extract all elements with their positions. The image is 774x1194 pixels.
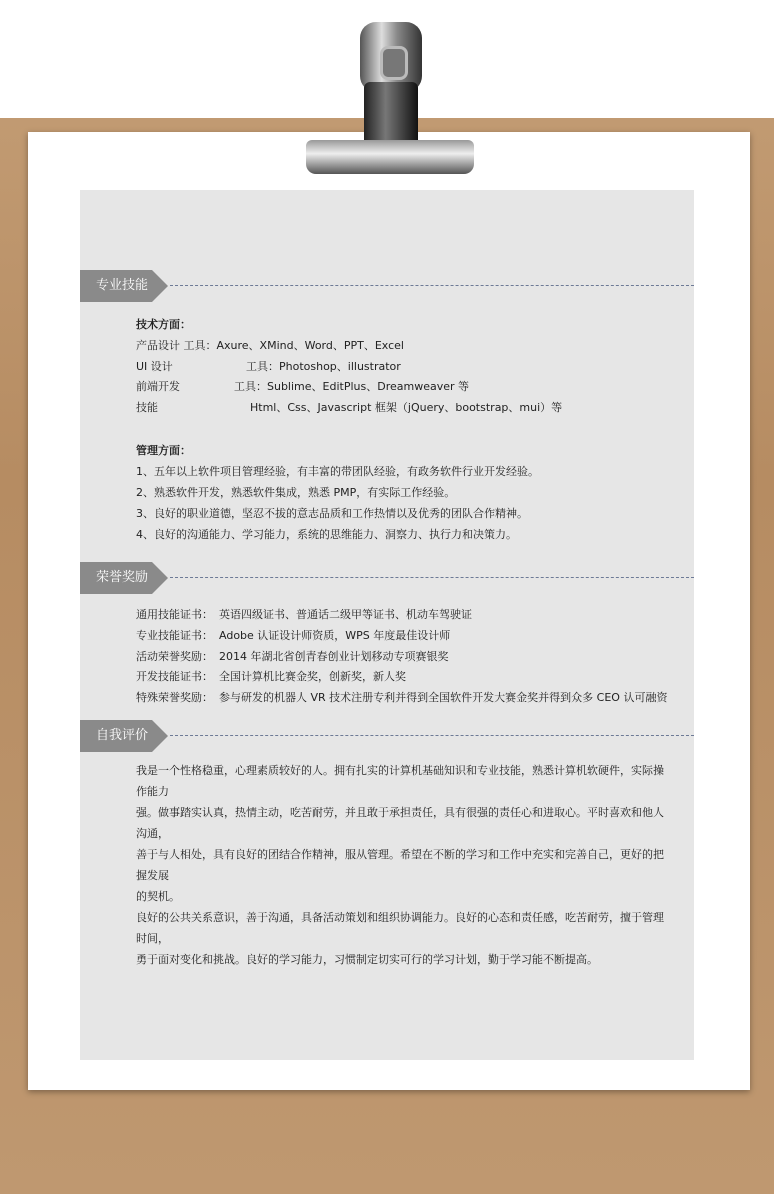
- honor-label: 专业技能证书：: [136, 629, 213, 642]
- tech-row-ui-label: UI 设计: [136, 360, 173, 373]
- tech-row-frontend-value: 工具：Sublime、EditPlus、Dreamweaver 等: [234, 380, 470, 393]
- honor-value: 参与研发的机器人 VR 技术注册专利并得到全国软件开发大赛金奖并得到众多 CEO 认可融资: [219, 691, 668, 704]
- binder-clip-icon: [306, 22, 474, 174]
- tech-row-ui-value: 工具：Photoshop、illustrator: [246, 360, 401, 373]
- self-eval-line: 勇于面对变化和挑战。良好的学习能力，习惯制定切实可行的学习计划，勤于学习能不断提高。: [136, 953, 598, 966]
- self-eval-line: 善于与人相处，具有良好的团结合作精神，服从管理。希望在不断的学习和工作中充实和完善自己，更好的把握发展: [136, 848, 664, 882]
- honor-value: 英语四级证书、普通话二级甲等证书、机动车驾驶证: [219, 608, 472, 621]
- tech-row-skills-label: 技能: [136, 401, 158, 414]
- mgmt-item: 1、五年以上软件项目管理经验，有丰富的带团队经验，有政务软件行业开发经验。: [136, 465, 539, 478]
- honor-label: 通用技能证书：: [136, 608, 213, 621]
- self-eval-line: 强。做事踏实认真，热情主动，吃苦耐劳，并且敢于承担责任，具有很强的责任心和进取心。平时喜欢和他人沟通，: [136, 806, 664, 840]
- tech-row-product: 产品设计 工具：Axure、XMind、Word、PPT、Excel: [136, 339, 404, 352]
- honor-value: 全国计算机比赛金奖，创新奖，新人奖: [219, 670, 406, 683]
- self-eval-line: 的契机。: [136, 890, 180, 903]
- honor-label: 活动荣誉奖励：: [136, 650, 213, 663]
- tech-title: 技术方面：: [136, 318, 191, 331]
- honor-value: 2014 年湖北省创青春创业计划移动专项赛银奖: [219, 650, 449, 663]
- honor-label: 开发技能证书：: [136, 670, 213, 683]
- section-heading-skills: 专业技能: [80, 270, 152, 302]
- tech-row-frontend-label: 前端开发: [136, 380, 180, 393]
- mgmt-title: 管理方面：: [136, 444, 191, 457]
- self-eval-line: 良好的公共关系意识，善于沟通，具备活动策划和组织协调能力。良好的心态和责任感，吃苦耐劳，擅于管理时间，: [136, 911, 664, 945]
- section-divider-self-eval: [170, 735, 694, 736]
- honor-label: 特殊荣誉奖励：: [136, 691, 213, 704]
- section-heading-honors: 荣誉奖励: [80, 562, 152, 594]
- section-divider-skills: [170, 285, 694, 286]
- section-divider-honors: [170, 577, 694, 578]
- mgmt-item: 4、良好的沟通能力、学习能力，系统的思维能力、洞察力、执行力和决策力。: [136, 528, 517, 541]
- tech-row-skills-value: Html、Css、Javascript 框架（jQuery、bootstrap、mui）等: [250, 401, 563, 414]
- mgmt-item: 2、熟悉软件开发，熟悉软件集成，熟悉 PMP，有实际工作经验。: [136, 486, 456, 499]
- self-eval-line: 我是一个性格稳重，心理素质较好的人。拥有扎实的计算机基础知识和专业技能，熟悉计算机软硬件，实际操作能力: [136, 764, 664, 798]
- mgmt-item: 3、良好的职业道德，坚忍不拔的意志品质和工作热情以及优秀的团队合作精神。: [136, 507, 528, 520]
- honor-value: Adobe 认证设计师资质，WPS 年度最佳设计师: [219, 629, 451, 642]
- self-eval-paragraph: [136, 760, 668, 970]
- clip-base: [306, 140, 474, 174]
- section-heading-self-eval: 自我评价: [80, 720, 152, 752]
